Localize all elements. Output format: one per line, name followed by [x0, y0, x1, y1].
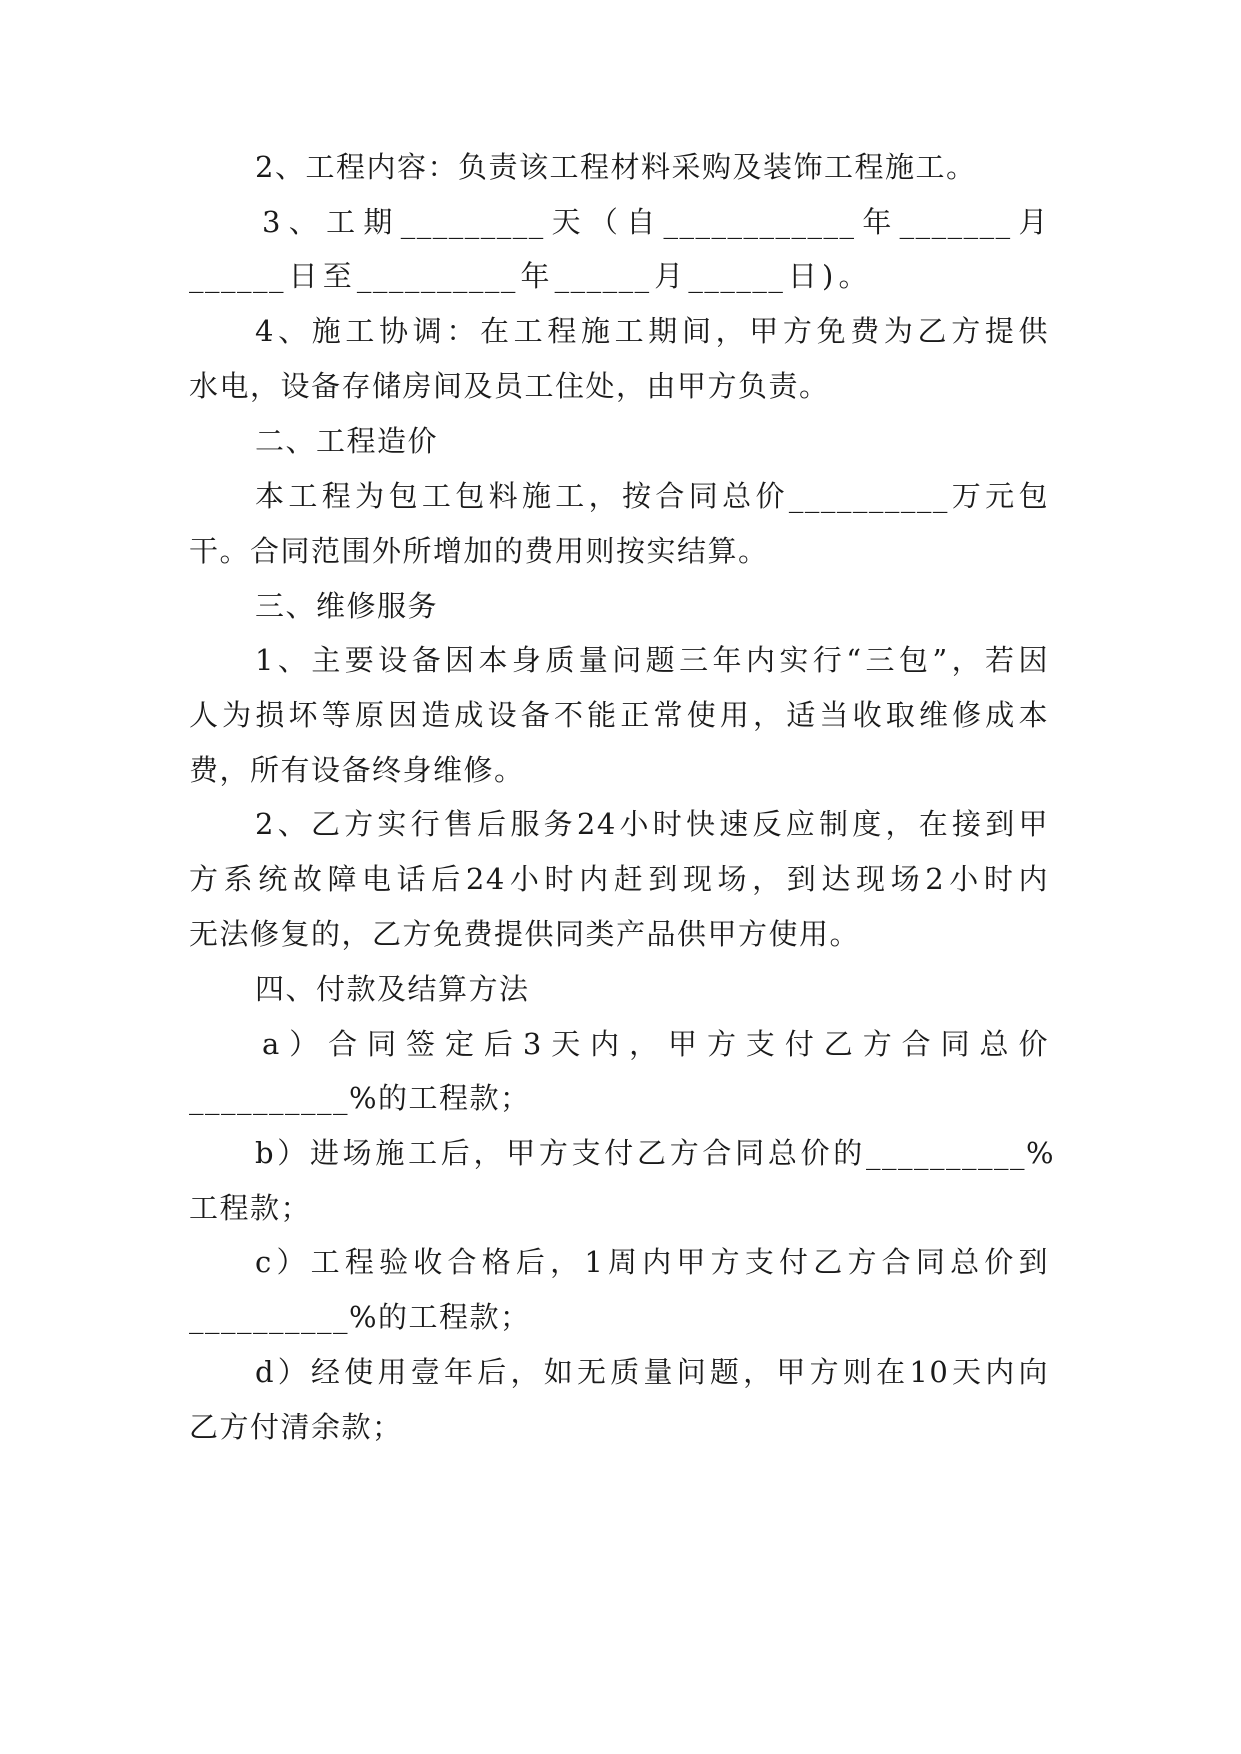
text-line: a）合同签定后3天内，甲方支付乙方合同总价 — [262, 1027, 1049, 1061]
text-line: c）工程验收合格后，1周内甲方支付乙方合同总价到 — [255, 1245, 1049, 1279]
text-line: 本工程为包工包料施工，按合同总价__________万元包 — [255, 479, 1049, 513]
text-line: 工程款； — [189, 1191, 312, 1225]
text-line: b）进场施工后，甲方支付乙方合同总价的__________% — [255, 1136, 1055, 1170]
text-line: 无法修复的，乙方免费提供同类产品供甲方使用。 — [189, 917, 861, 951]
section-heading: 四、付款及结算方法 — [255, 972, 530, 1006]
text-line: 3、工期_________天（自____________年_______月 — [262, 205, 1049, 239]
text-line: __________%的工程款； — [189, 1300, 531, 1334]
text-line: ______日至__________年______月______日)。 — [189, 259, 869, 293]
text-line: 乙方付清余款； — [189, 1410, 403, 1444]
text-line: 2、乙方实行售后服务24小时快速反应制度，在接到甲 — [255, 807, 1049, 841]
section-heading: 三、维修服务 — [255, 589, 439, 623]
text-line: 干。合同范围外所增加的费用则按实结算。 — [189, 534, 769, 568]
text-line: 2、工程内容：负责该工程材料采购及装饰工程施工。 — [255, 150, 977, 184]
section-heading: 二、工程造价 — [255, 424, 439, 458]
text-line: 水电，设备存储房间及员工住处，由甲方负责。 — [189, 369, 830, 403]
text-line: 方系统故障电话后24小时内赶到现场，到达现场2小时内 — [189, 862, 1049, 896]
text-line: 费，所有设备终身维修。 — [189, 753, 525, 787]
text-line: 人为损坏等原因造成设备不能正常使用，适当收取维修成本 — [189, 698, 1049, 732]
text-line: 4、施工协调：在工程施工期间，甲方免费为乙方提供 — [255, 314, 1049, 348]
text-line: __________%的工程款； — [189, 1081, 531, 1115]
text-line: d）经使用壹年后，如无质量问题，甲方则在10天内向 — [255, 1355, 1049, 1389]
text-line: 1、主要设备因本身质量问题三年内实行“三包”，若因 — [255, 643, 1049, 677]
